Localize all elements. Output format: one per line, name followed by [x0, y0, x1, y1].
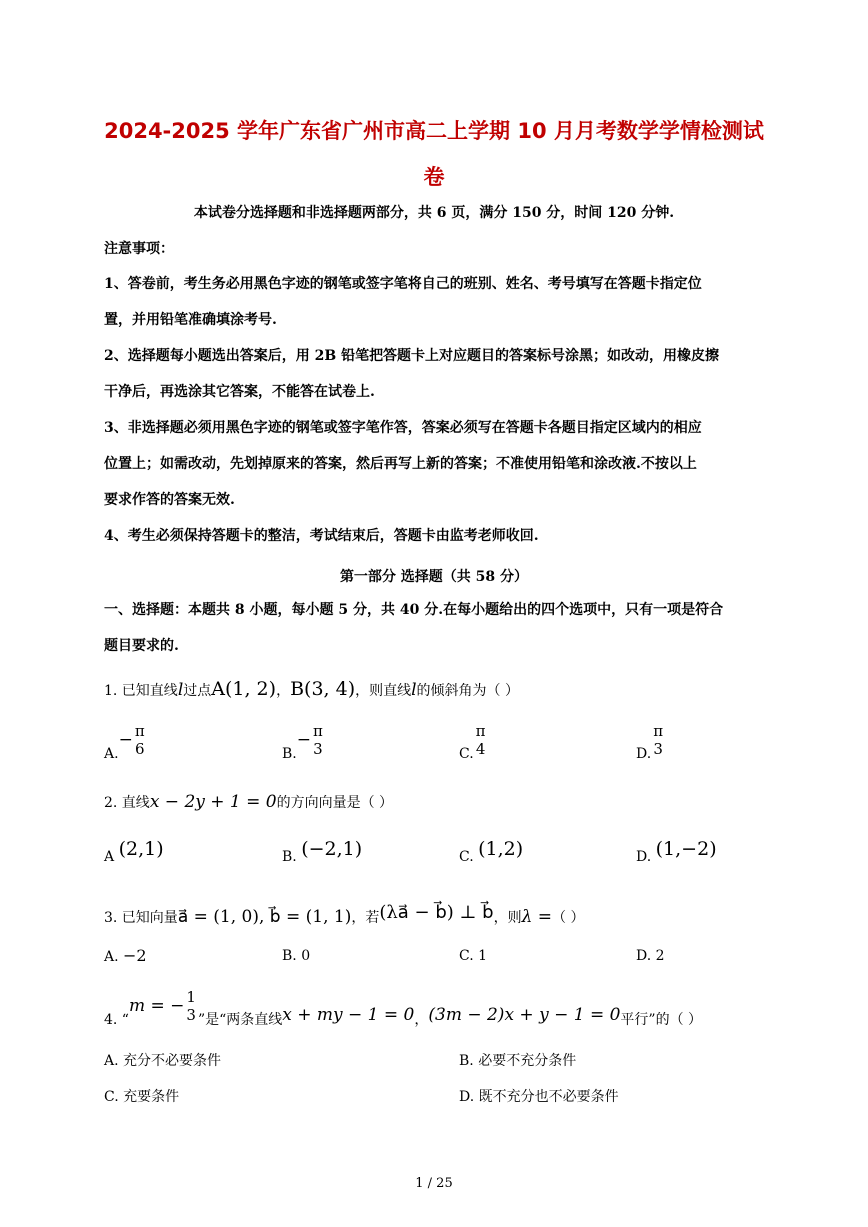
q4-option-a[interactable] — [104, 1050, 221, 1070]
document-title-line-1: 2024-2025 学年广东省广州市高二上学期 10 月月考数学学情检测试 — [104, 119, 764, 143]
q3-suffix: （ ） — [552, 910, 585, 926]
option-letter: A — [104, 849, 115, 865]
q4-option-b[interactable] — [459, 1050, 576, 1070]
notice-line: 2、选择题每小题选出答案后，用 2B 铅笔把答题卡上对应题目的答案标号涂黑；如改动，用橡皮擦 — [104, 348, 720, 364]
option-letter: D. — [636, 948, 652, 964]
page-number: 1 / 25 — [415, 1176, 453, 1191]
option-letter: B. — [282, 746, 297, 762]
q4-line-1: x + my − 1 = 0 — [282, 1005, 415, 1025]
option-text: 充要条件 — [123, 1089, 180, 1105]
q1-suffix-pre: ，则直线 — [355, 683, 412, 699]
option-value: (2,1) — [118, 838, 164, 860]
question-4 — [104, 988, 702, 1029]
option-value: (1,2) — [478, 838, 524, 860]
option-value: (1,−2) — [655, 838, 717, 860]
q3-condition: (λa⃗ − b⃗) ⊥ b⃗ — [379, 902, 494, 923]
fraction-denominator: 3 — [313, 740, 323, 758]
q3-option-c[interactable] — [459, 948, 487, 964]
fraction-numerator: π — [313, 722, 323, 740]
option-value: 0 — [301, 948, 311, 964]
q2-option-a[interactable] — [104, 838, 164, 865]
option-letter: C. — [459, 746, 474, 762]
q3-lambda: λ = — [521, 907, 553, 927]
q2-prefix: 2. 直线 — [104, 795, 150, 811]
q1-point-b: B(3, 4) — [290, 678, 356, 700]
q4-option-d[interactable] — [459, 1086, 619, 1106]
fraction-denominator: 3 — [186, 1006, 196, 1024]
fraction-denominator: 4 — [475, 740, 486, 758]
notice-line: 3、非选择题必须用黑色字迹的钢笔或签字笔作答，答案必须写在答题卡各题目指定区域内的相应 — [104, 420, 702, 436]
option-letter: C. — [459, 948, 474, 964]
section-title: 第一部分 选择题（共 58 分） — [339, 569, 529, 585]
option-fraction — [651, 722, 665, 758]
notice-line: 1、答卷前，考生务必用黑色字迹的钢笔或签字笔将自己的班别、姓名、考号填写在答题卡指定位 — [104, 276, 702, 292]
q4-option-c[interactable] — [104, 1086, 179, 1106]
option-letter: A. — [104, 1053, 119, 1069]
q1-prefix: 1. 已知直线 — [104, 683, 178, 699]
option-value: 2 — [655, 948, 665, 964]
q2-option-c[interactable] — [459, 838, 523, 865]
section-description: 一、选择题：本题共 8 小题，每小题 5 分，共 40 分.在每小题给出的四个选项中，只有一项是符合 — [104, 602, 724, 618]
notice-line: 要求作答的答案无效. — [104, 492, 235, 508]
notice-line: 置，并用铅笔准确填涂考号. — [104, 312, 277, 328]
question-2 — [104, 792, 393, 812]
option-letter: A. — [104, 949, 119, 965]
option-letter: C. — [104, 1089, 119, 1105]
q4-line-2: (3m − 2)x + y − 1 = 0 — [428, 1005, 621, 1025]
option-letter: A. — [104, 746, 119, 762]
option-fraction — [311, 722, 325, 758]
q4-fraction — [184, 988, 198, 1024]
q3-option-b[interactable] — [282, 948, 310, 964]
q1-option-a[interactable] — [104, 722, 147, 762]
option-value: −2 — [123, 946, 147, 965]
option-letter: B. — [282, 948, 297, 964]
option-letter: B. — [459, 1053, 474, 1069]
option-letter: B. — [282, 849, 297, 865]
option-letter: C. — [459, 849, 474, 865]
q4-m-eq: m = − — [128, 996, 185, 1016]
document-title-line-2: 卷 — [423, 165, 445, 189]
option-value: 1 — [478, 948, 488, 964]
option-fraction — [474, 722, 488, 758]
q1-option-c[interactable] — [459, 722, 488, 762]
q4-comma: ， — [414, 1012, 429, 1028]
q1-var-l-2: l — [411, 680, 417, 700]
option-letter: D. — [459, 1089, 475, 1105]
question-3 — [104, 902, 584, 927]
fraction-denominator: 6 — [134, 740, 145, 758]
notice-heading: 注意事项： — [104, 241, 174, 257]
section-description: 题目要求的. — [104, 638, 179, 654]
option-text: 既不充分也不必要条件 — [478, 1089, 619, 1105]
option-letter: D. — [636, 746, 652, 762]
exam-intro: 本试卷分选择题和非选择题两部分，共 6 页，满分 150 分，时间 120 分钟. — [193, 205, 675, 221]
q1-comma: ， — [276, 683, 291, 699]
q3-option-d[interactable] — [636, 948, 665, 964]
fraction-denominator: 3 — [653, 740, 663, 758]
fraction-numerator: π — [134, 722, 145, 740]
fraction-numerator: 1 — [186, 988, 196, 1006]
q1-option-d[interactable] — [636, 722, 665, 762]
q2-option-b[interactable] — [282, 838, 362, 865]
option-sign: − — [296, 730, 311, 750]
notice-line: 位置上；如需改动，先划掉原来的答案，然后再写上新的答案；不准使用铅笔和涂改液.不按以上 — [104, 456, 697, 472]
option-letter: D. — [636, 849, 652, 865]
q4-prefix: 4. “ — [104, 1012, 129, 1028]
q2-option-d[interactable] — [636, 838, 717, 865]
q3-mid2: ，则 — [493, 910, 522, 926]
option-value: (−2,1) — [301, 838, 363, 860]
q2-suffix: 的方向向量是（ ） — [276, 795, 394, 811]
q3-vectors: a⃗ = (1, 0), b⃗ = (1, 1) — [177, 907, 352, 927]
notice-line: 干净后，再选涂其它答案，不能答在试卷上. — [104, 384, 375, 400]
q3-prefix: 3. 已知向量 — [104, 910, 178, 926]
q4-mid: ”是“两条直线 — [197, 1012, 283, 1028]
q1-suffix-post: 的倾斜角为（ ） — [416, 683, 519, 699]
q1-option-b[interactable] — [282, 722, 325, 762]
option-text: 充分不必要条件 — [123, 1053, 222, 1069]
q3-mid: ，若 — [351, 910, 380, 926]
option-fraction — [133, 722, 147, 758]
q3-option-a[interactable] — [104, 946, 147, 965]
fraction-numerator: π — [653, 722, 664, 740]
notice-line: 4、考生必须保持答题卡的整洁，考试结束后，答题卡由监考老师收回. — [104, 528, 539, 544]
q1-var-l: l — [177, 680, 184, 700]
fraction-numerator: π — [475, 722, 486, 740]
option-sign: − — [118, 730, 133, 750]
q2-equation: x − 2y + 1 = 0 — [149, 792, 277, 812]
option-text: 必要不充分条件 — [478, 1053, 577, 1069]
question-1 — [104, 678, 519, 700]
q4-suffix: 平行”的（ ） — [620, 1012, 703, 1028]
q1-point-a: A(1, 2) — [211, 678, 277, 700]
q1-mid: 过点 — [183, 683, 212, 699]
